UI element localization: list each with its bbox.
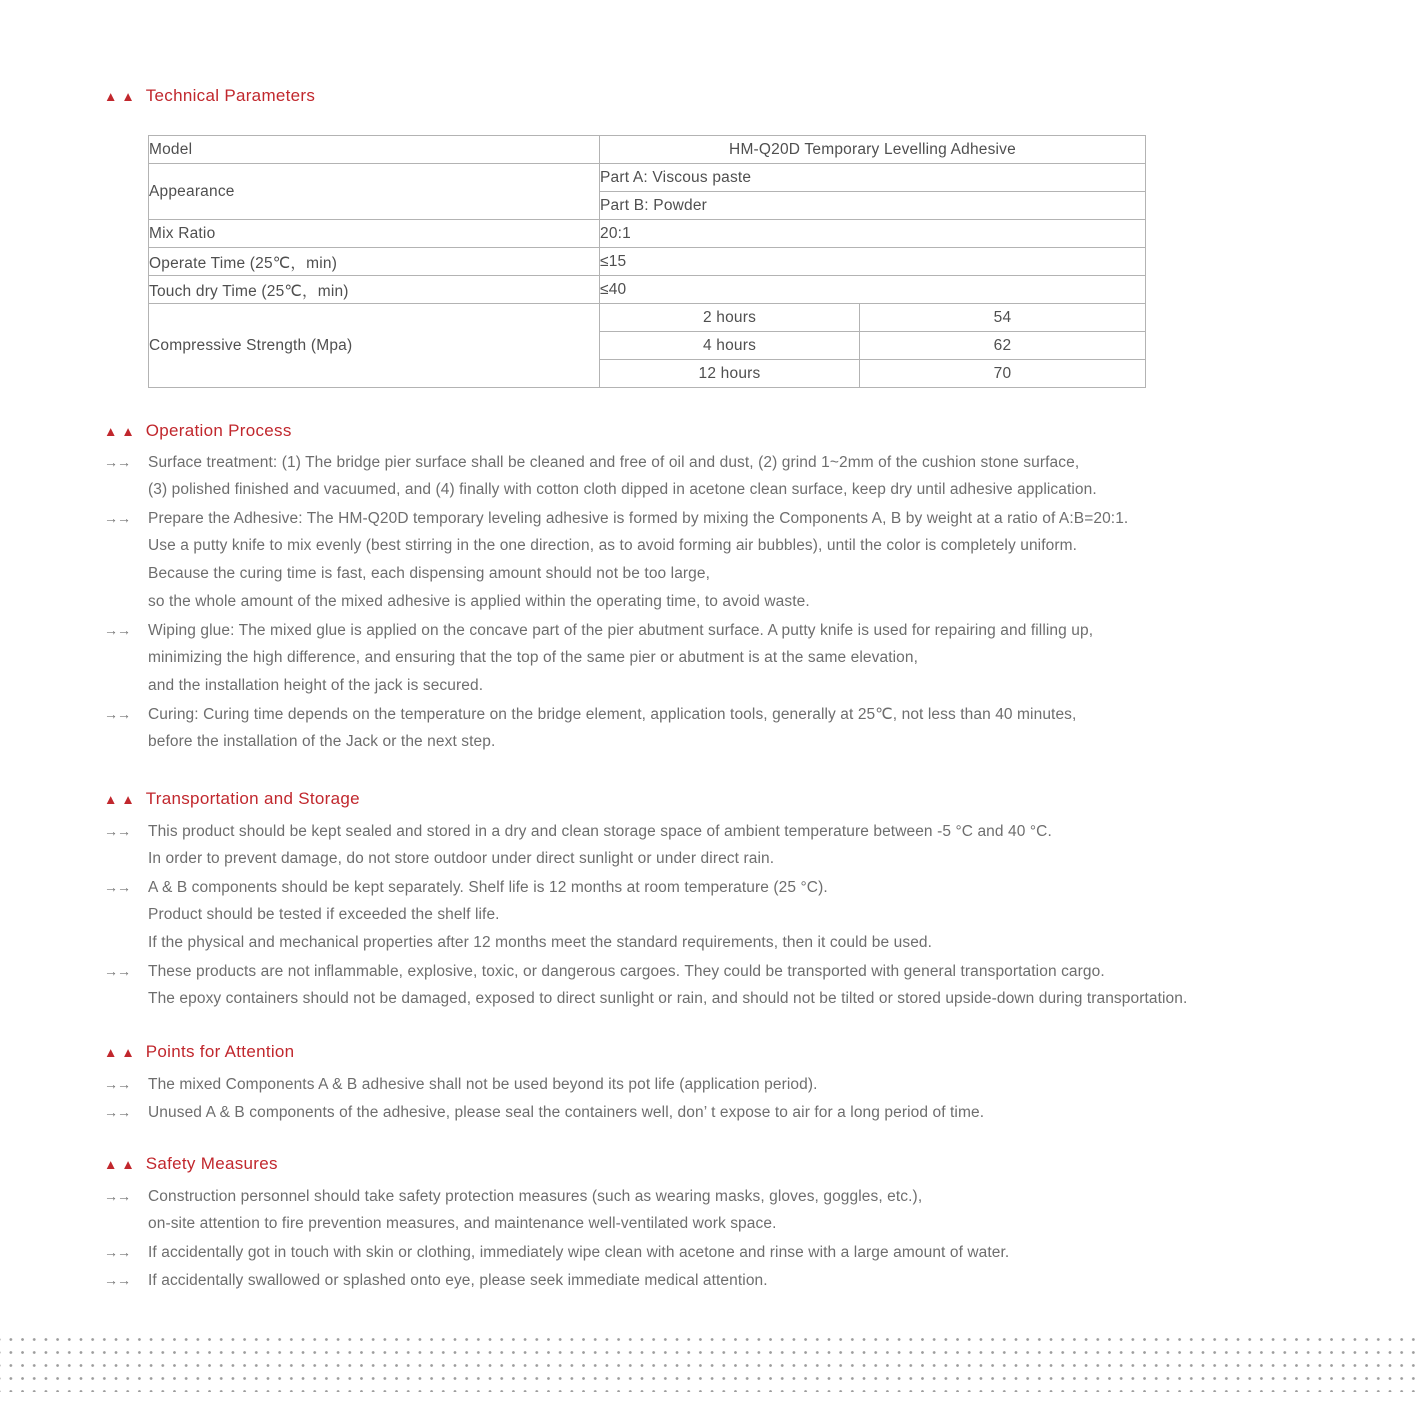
section-heading-operation-process xyxy=(104,421,292,441)
bullet-line xyxy=(104,448,1128,476)
bullet-line xyxy=(104,532,1128,560)
bullet-text: If accidentally got in touch with skin or clothing, immediately wipe clean with acetone and rinse with a large amount of water. xyxy=(148,1244,1010,1261)
bullet-line xyxy=(104,616,1128,644)
bullet-line xyxy=(104,588,1128,616)
points-for-attention-text xyxy=(104,1070,984,1126)
safety-measures-text xyxy=(104,1182,1009,1294)
appearance-label-cell: Appearance xyxy=(149,164,600,220)
compressive-value-cell: 62 xyxy=(860,332,1146,360)
bullet-line xyxy=(104,1238,1009,1266)
double-triangle-icon: ▲▲ xyxy=(104,1156,139,1172)
bullet-line xyxy=(104,845,1187,873)
bullet-line xyxy=(104,504,1128,532)
section-heading-safety-measures xyxy=(104,1154,278,1174)
double-arrow-icon: →→ xyxy=(104,879,130,895)
double-triangle-icon: ▲▲ xyxy=(104,1044,139,1060)
double-arrow-icon: →→ xyxy=(104,706,130,722)
compressive-strength-label-cell: Compressive Strength (Mpa) xyxy=(149,304,600,388)
compressive-time-cell: 12 hours xyxy=(600,360,860,388)
mix-ratio-label-cell: Mix Ratio xyxy=(149,220,600,248)
model-value-cell: HM-Q20D Temporary Levelling Adhesive xyxy=(600,136,1146,164)
bullet-line xyxy=(104,644,1128,672)
appearance-part-a-cell: Part A: Viscous paste xyxy=(600,164,1146,192)
double-arrow-icon: →→ xyxy=(104,1272,130,1288)
bullet-text: Prepare the Adhesive: The HM-Q20D temporary leveling adhesive is formed by mixing the Components A, B by weight at a ratio of A:B=20:1. xyxy=(148,510,1129,527)
table-row xyxy=(149,304,1146,332)
section-heading-transportation-storage xyxy=(104,789,360,809)
bullet-text: If accidentally swallowed or splashed onto eye, please seek immediate medical attention. xyxy=(148,1272,768,1289)
bullet-line xyxy=(104,929,1187,957)
appearance-part-b-cell: Part B: Powder xyxy=(600,192,1146,220)
bullet-text: In order to prevent damage, do not store outdoor under direct sunlight or under direct rain. xyxy=(148,850,775,867)
bullet-text: Wiping glue: The mixed glue is applied on the concave part of the pier abutment surface. A putty knife is used for repairing and filling up, xyxy=(148,622,1094,639)
bullet-text: before the installation of the Jack or the next step. xyxy=(148,733,496,750)
section-heading-technical-parameters xyxy=(104,86,315,106)
bullet-text: and the installation height of the jack is secured. xyxy=(148,677,484,694)
bullet-line xyxy=(104,700,1128,728)
double-triangle-icon: ▲▲ xyxy=(104,423,139,439)
bullet-line xyxy=(104,873,1187,901)
bullet-line xyxy=(104,560,1128,588)
bullet-text: so the whole amount of the mixed adhesive is applied within the operating time, to avoid waste. xyxy=(148,593,810,610)
compressive-value-cell: 54 xyxy=(860,304,1146,332)
bullet-text: Curing: Curing time depends on the temperature on the bridge element, application tools, generally at 25℃, not less than 40 minutes, xyxy=(148,706,1077,723)
mix-ratio-value-cell: 20:1 xyxy=(600,220,1146,248)
bullet-line xyxy=(104,1182,1009,1210)
double-arrow-icon: →→ xyxy=(104,510,130,526)
section-title: Transportation and Storage xyxy=(145,789,360,808)
operate-time-label-cell: Operate Time (25℃，min) xyxy=(149,248,600,276)
section-heading-points-for-attention xyxy=(104,1042,294,1062)
table-row xyxy=(149,220,1146,248)
bullet-text: Construction personnel should take safety protection measures (such as wearing masks, gloves, goggles, etc.), xyxy=(148,1188,923,1205)
double-triangle-icon: ▲▲ xyxy=(104,88,139,104)
double-triangle-icon: ▲▲ xyxy=(104,791,139,807)
bullet-text: on-site attention to fire prevention measures, and maintenance well-ventilated work space. xyxy=(148,1215,777,1232)
section-title: Points for Attention xyxy=(145,1042,295,1061)
bullet-line xyxy=(104,957,1187,985)
bullet-text: (3) polished finished and vacuumed, and (4) finally with cotton cloth dipped in acetone clean surface, keep dry until adhesive application. xyxy=(148,481,1097,498)
bullet-line xyxy=(104,728,1128,756)
transportation-storage-text xyxy=(104,817,1187,1013)
bullet-line xyxy=(104,817,1187,845)
double-arrow-icon: →→ xyxy=(104,1188,130,1204)
double-arrow-icon: →→ xyxy=(104,1076,130,1092)
bullet-line xyxy=(104,476,1128,504)
bullet-line xyxy=(104,901,1187,929)
double-arrow-icon: →→ xyxy=(104,622,130,638)
bullet-text: The epoxy containers should not be damaged, exposed to direct sunlight or rain, and should not be tilted or stored upside-down during transportation. xyxy=(148,990,1188,1007)
operate-time-value-cell: ≤15 xyxy=(600,248,1146,276)
bullet-text: Unused A & B components of the adhesive, please seal the containers well, don’ t expose to air for a long period of time. xyxy=(148,1104,985,1121)
touch-dry-label-cell: Touch dry Time (25℃，min) xyxy=(149,276,600,304)
bullet-text: Surface treatment: (1) The bridge pier surface shall be cleaned and free of oil and dust, (2) grind 1~2mm of the cushion stone surface, xyxy=(148,454,1080,471)
double-arrow-icon: →→ xyxy=(104,1244,130,1260)
bullet-line xyxy=(104,1098,984,1126)
dotted-pattern-decoration xyxy=(0,1329,1417,1392)
double-arrow-icon: →→ xyxy=(104,963,130,979)
bullet-text: The mixed Components A & B adhesive shall not be used beyond its pot life (application period). xyxy=(148,1076,818,1093)
model-label-cell: Model xyxy=(149,136,600,164)
table-row xyxy=(149,164,1146,192)
double-arrow-icon: →→ xyxy=(104,454,130,470)
double-arrow-icon: →→ xyxy=(104,823,130,839)
section-title: Technical Parameters xyxy=(145,86,316,105)
technical-parameters-table xyxy=(148,135,1146,388)
bullet-line xyxy=(104,1070,984,1098)
double-arrow-icon: →→ xyxy=(104,1104,130,1120)
section-title: Operation Process xyxy=(145,421,292,440)
bullet-line xyxy=(104,985,1187,1013)
compressive-time-cell: 2 hours xyxy=(600,304,860,332)
table-row xyxy=(149,248,1146,276)
bullet-text: This product should be kept sealed and stored in a dry and clean storage space of ambient temperature between -5 °C and 40 °C. xyxy=(148,823,1052,840)
bullet-line xyxy=(104,1210,1009,1238)
operation-process-text xyxy=(104,448,1128,756)
bullet-text: A & B components should be kept separately. Shelf life is 12 months at room temperature (25 °C). xyxy=(148,879,828,896)
touch-dry-value-cell: ≤40 xyxy=(600,276,1146,304)
bullet-text: Because the curing time is fast, each dispensing amount should not be too large, xyxy=(148,565,711,582)
section-title: Safety Measures xyxy=(145,1154,278,1173)
bullet-line xyxy=(104,672,1128,700)
table-row xyxy=(149,276,1146,304)
bullet-text: Product should be tested if exceeded the shelf life. xyxy=(148,906,500,923)
bullet-text: If the physical and mechanical properties after 12 months meet the standard requirements, then it could be used. xyxy=(148,934,933,951)
bullet-text: These products are not inflammable, explosive, toxic, or dangerous cargoes. They could be transported with general transportation cargo. xyxy=(148,963,1105,980)
bullet-text: minimizing the high difference, and ensuring that the top of the same pier or abutment is at the same elevation, xyxy=(148,649,918,666)
table-row xyxy=(149,136,1146,164)
bullet-line xyxy=(104,1266,1009,1294)
compressive-value-cell: 70 xyxy=(860,360,1146,388)
bullet-text: Use a putty knife to mix evenly (best stirring in the one direction, as to avoid forming air bubbles), until the color is completely uniform. xyxy=(148,537,1078,554)
compressive-time-cell: 4 hours xyxy=(600,332,860,360)
